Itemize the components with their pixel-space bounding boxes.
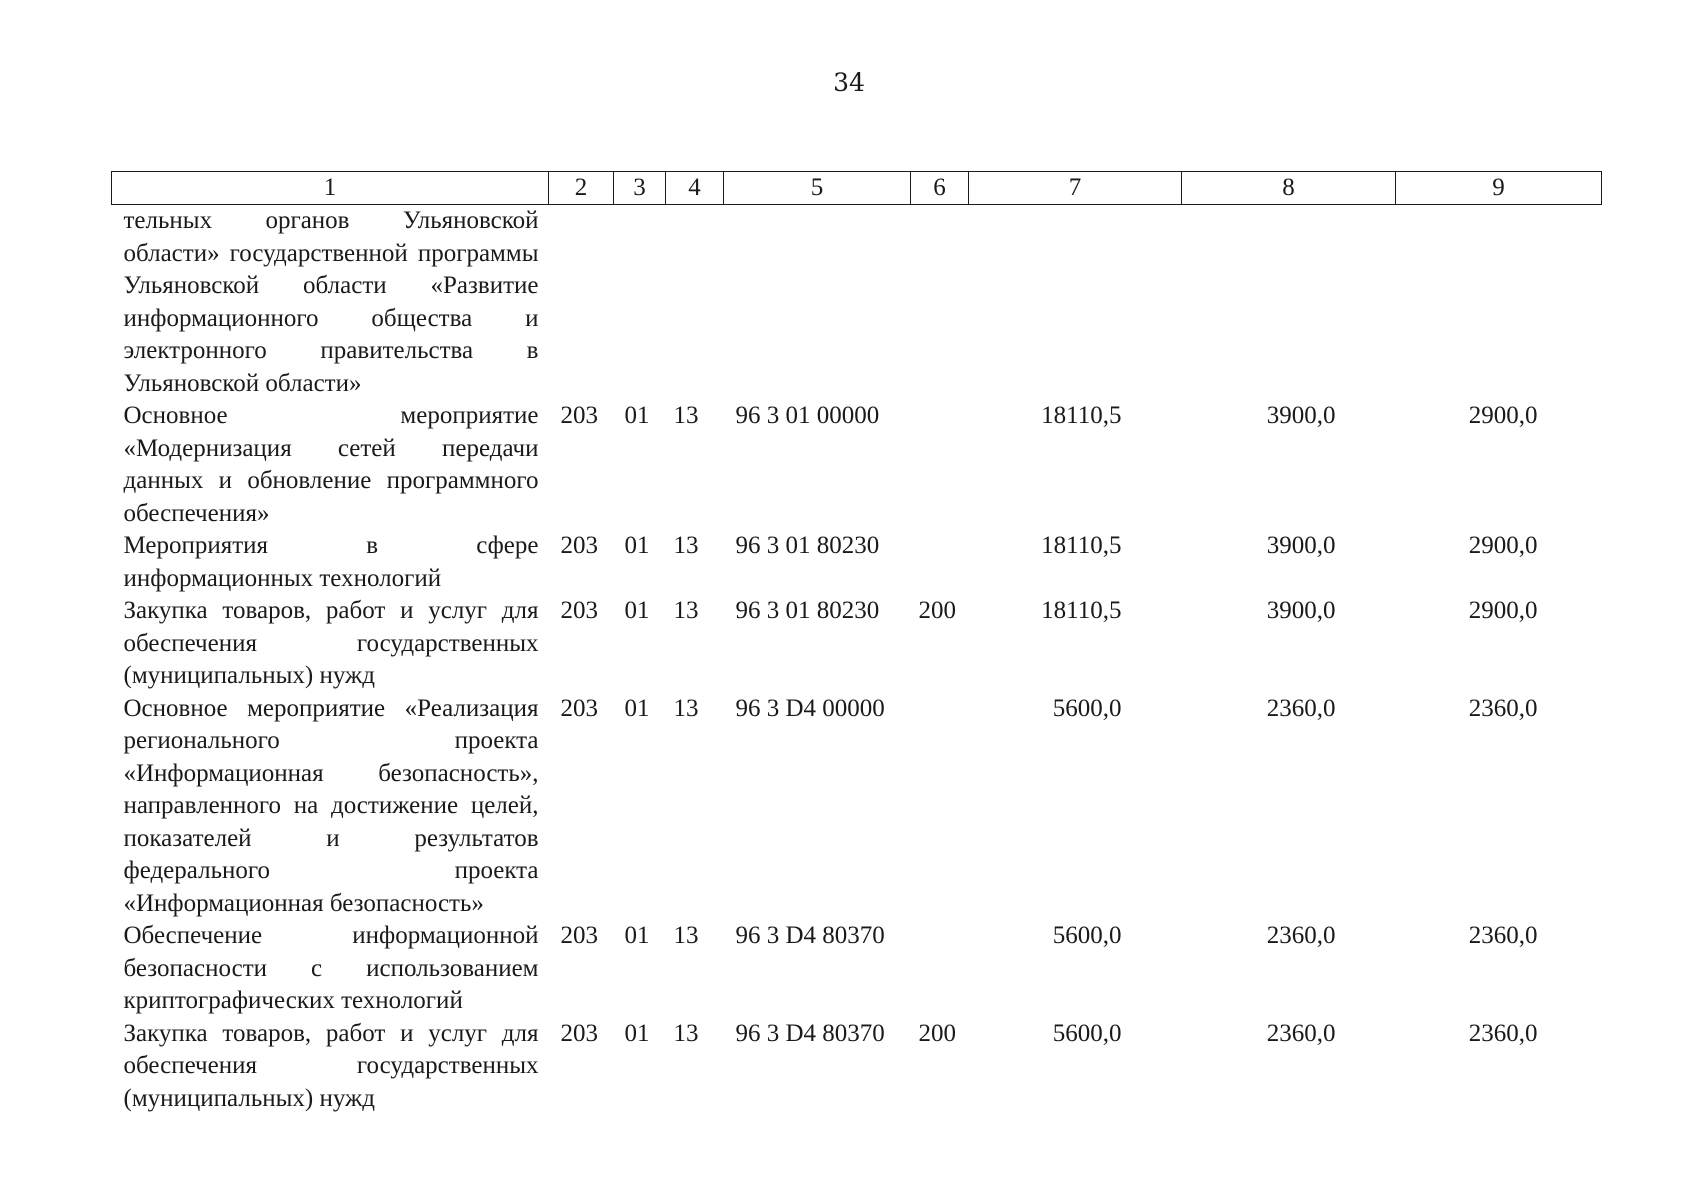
column-header-8: 8 — [1182, 172, 1396, 205]
row-name: Мероприятия в сфере информационных технологий — [123, 532, 539, 592]
cell-col-7: 5600,0 — [1052, 694, 1122, 722]
cell-col-8: 2360,0 — [1266, 1019, 1336, 1047]
cell-col-4: 13 — [673, 532, 699, 559]
cell-col-4: 13 — [673, 402, 699, 429]
cell-col-3: 01 — [624, 532, 650, 559]
cell-col-9: 2900,0 — [1468, 402, 1538, 429]
cell-col-3: 01 — [624, 597, 650, 624]
cell-col-5: 96 3 D4 00000 — [735, 694, 885, 722]
cell-col-9: 2360,0 — [1468, 694, 1538, 722]
table-row — [112, 400, 1602, 530]
row-name: Закупка товаров, работ и услуг для обеспечения государственных (муниципальных) нужд — [123, 1019, 539, 1112]
page-number: 34 — [833, 68, 865, 97]
cell-col-2: 203 — [560, 1019, 598, 1047]
cell-col-4 — [666, 205, 724, 401]
cell-col-2: 203 — [560, 532, 598, 559]
cell-col-7: 18110,5 — [1041, 402, 1122, 429]
column-header-1: 1 — [112, 172, 549, 205]
cell-col-3: 01 — [624, 402, 650, 429]
cell-col-6 — [911, 693, 969, 921]
table-row — [112, 530, 1602, 595]
row-name: Основное мероприятие «Реализация регионального проекта «Информационная безопасность», направленного на достижение целей, показателей и результатов федерального проекта «Информационная безопасность» — [123, 694, 539, 917]
cell-col-7 — [969, 205, 1182, 401]
cell-col-7: 5600,0 — [1052, 922, 1122, 949]
row-name: Обеспечение информационной безопасности с использованием криптографических технологий — [123, 922, 539, 1014]
cell-col-6 — [911, 530, 969, 595]
cell-col-5: 96 3 01 80230 — [735, 532, 880, 559]
cell-col-8: 2360,0 — [1266, 694, 1336, 722]
row-name: Закупка товаров, работ и услуг для обеспечения государственных (муниципальных) нужд — [123, 597, 539, 689]
cell-col-4: 13 — [673, 597, 699, 624]
cell-col-9: 2360,0 — [1468, 922, 1538, 949]
cell-col-9: 2900,0 — [1468, 532, 1538, 559]
cell-col-8: 2360,0 — [1266, 922, 1336, 949]
row-name: тельных органов Ульяновской области» государственной программы Ульяновской области «Развитие информационного общества и электронного правительства в Ульяновской области» — [123, 207, 539, 397]
column-header-3: 3 — [614, 172, 666, 205]
row-name: Основное мероприятие «Модернизация сетей передачи данных и обновление программного обеспечения» — [123, 402, 539, 527]
cell-col-7: 5600,0 — [1052, 1019, 1122, 1047]
cell-col-3: 01 — [624, 694, 650, 722]
cell-col-2: 203 — [560, 597, 598, 624]
table-row — [112, 693, 1602, 921]
cell-col-5: 96 3 01 00000 — [735, 402, 880, 429]
column-header-9: 9 — [1396, 172, 1602, 205]
cell-col-5: 96 3 01 80230 — [735, 597, 880, 624]
cell-col-3 — [614, 205, 666, 401]
cell-col-2: 203 — [560, 922, 598, 949]
cell-col-8: 3900,0 — [1266, 532, 1336, 559]
cell-col-7: 18110,5 — [1041, 532, 1122, 559]
cell-col-4: 13 — [673, 694, 699, 722]
column-header-6: 6 — [911, 172, 969, 205]
cell-col-5 — [724, 205, 911, 401]
cell-col-9: 2360,0 — [1468, 1019, 1538, 1047]
cell-col-6 — [911, 205, 969, 401]
cell-col-8: 3900,0 — [1266, 402, 1336, 429]
table-row — [112, 1018, 1602, 1116]
cell-col-4: 13 — [673, 922, 699, 949]
cell-col-8: 3900,0 — [1266, 597, 1336, 624]
cell-col-8 — [1182, 205, 1396, 401]
column-header-2: 2 — [549, 172, 614, 205]
cell-col-3: 01 — [624, 922, 650, 949]
column-header-4: 4 — [666, 172, 724, 205]
cell-col-4: 13 — [673, 1019, 699, 1047]
table-row — [112, 920, 1602, 1018]
cell-col-6: 200 — [918, 1019, 956, 1047]
cell-col-7: 18110,5 — [1041, 597, 1122, 624]
budget-table — [111, 171, 1602, 1115]
cell-col-9: 2900,0 — [1468, 597, 1538, 624]
cell-col-2: 203 — [560, 402, 598, 429]
cell-col-6 — [911, 920, 969, 1018]
table-row — [112, 595, 1602, 693]
cell-col-2: 203 — [560, 694, 598, 722]
cell-col-5: 96 3 D4 80370 — [735, 1019, 885, 1047]
cell-col-9 — [1396, 205, 1602, 401]
cell-col-2 — [549, 205, 614, 401]
header-row — [112, 172, 1602, 205]
table-row — [112, 205, 1602, 401]
cell-col-6 — [911, 400, 969, 530]
cell-col-3: 01 — [624, 1019, 650, 1047]
column-header-7: 7 — [969, 172, 1182, 205]
cell-col-5: 96 3 D4 80370 — [735, 922, 885, 949]
column-header-5: 5 — [724, 172, 911, 205]
cell-col-6: 200 — [918, 597, 956, 624]
